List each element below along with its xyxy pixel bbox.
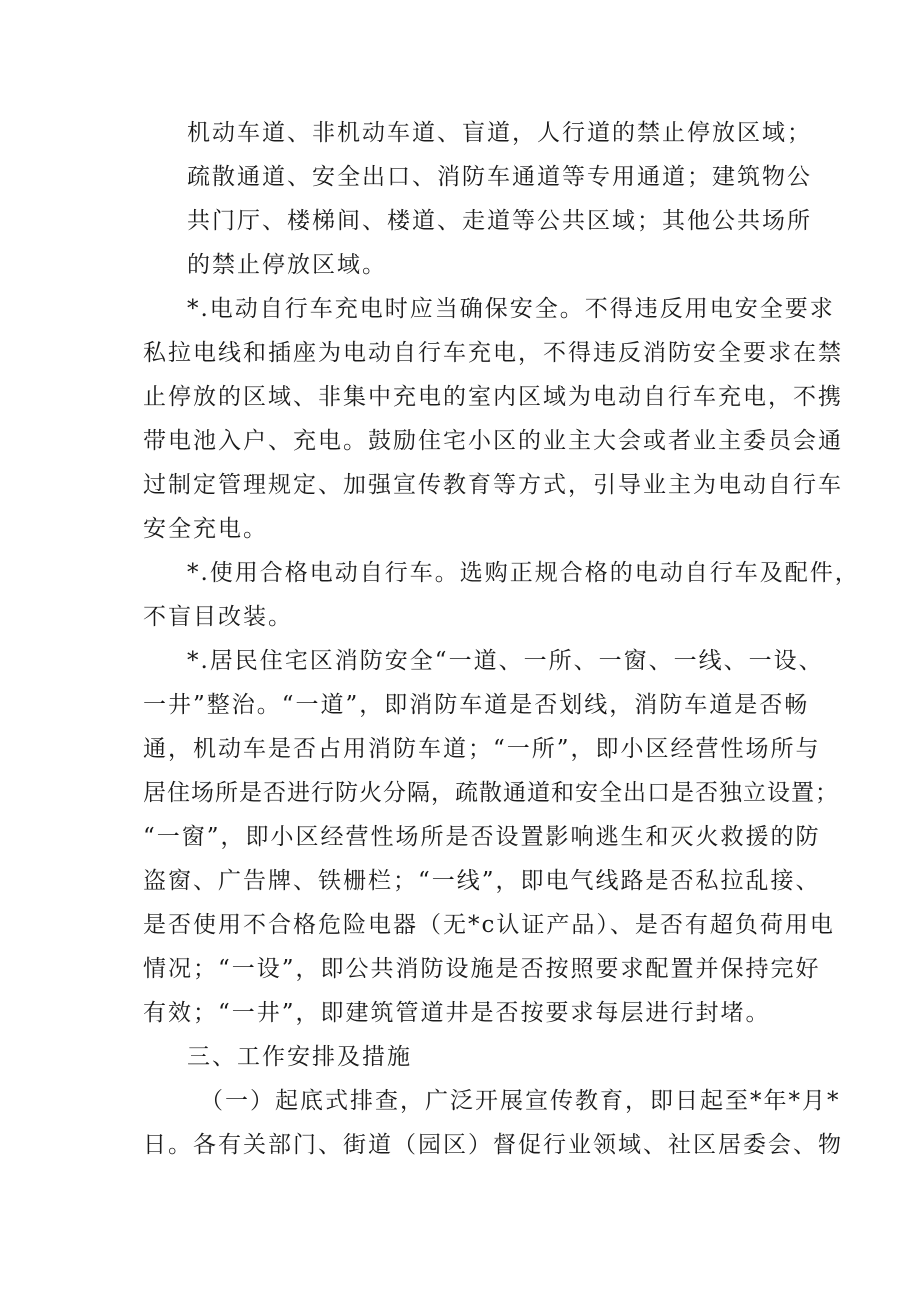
text-line: 通，机动车是否占用消防车道；“一所”，即小区经营性场所与 [143, 736, 821, 762]
text-line: 居住场所是否进行防火分隔，疏散通道和安全出口是否独立设置； [143, 780, 839, 806]
text-line: “一窗”，即小区经营性场所是否设置影响逃生和灭火救援的防 [143, 824, 821, 850]
text-line: 不盲目改装。 [143, 604, 293, 630]
text-line: 共门厅、楼梯间、楼道、走道等公共区域；其他公共场所 [187, 208, 812, 234]
text-line: 是否使用不合格危险电器（无*c认证产品）、是否有超负荷用电 [143, 912, 835, 938]
text-line: 带电池入户、充电。鼓励住宅小区的业主大会或者业主委员会通 [143, 428, 843, 454]
text-line: 日。各有关部门、街道（园区）督促行业领域、社区居委会、物 [143, 1132, 843, 1158]
text-line: 止停放的区域、非集中充电的室内区域为电动自行车充电，不携 [143, 384, 843, 410]
text-line: 机动车道、非机动车道、盲道，人行道的禁止停放区域； [187, 120, 812, 146]
text-line: *.居民住宅区消防安全“一道、一所、一窗、一线、一设、 [187, 648, 824, 674]
text-line: *.电动自行车充电时应当确保安全。不得违反用电安全要求 [187, 296, 835, 322]
text-line: 过制定管理规定、加强宣传教育等方式，引导业主为电动自行车 [143, 472, 843, 498]
text-line: （一）起底式排查，广泛开展宣传教育，即日起至*年*月* [200, 1088, 841, 1114]
text-line: 的禁止停放区域。 [187, 252, 387, 278]
text-line: 一井”整治。“一道”，即消防车道是否划线，消防车道是否畅 [143, 692, 810, 718]
text-line: 安全充电。 [143, 516, 268, 542]
text-line: 疏散通道、安全出口、消防车通道等专用通道；建筑物公 [187, 164, 812, 190]
text-line: 盗窗、广告牌、铁栅栏；“一线”，即电气线路是否私拉乱接、 [143, 868, 821, 894]
text-line: 有效；“一井”，即建筑管道井是否按要求每层进行封堵。 [143, 1000, 771, 1026]
text-line: 情况；“一设”，即公共消防设施是否按照要求配置并保持完好 [143, 956, 821, 982]
text-line: 私拉电线和插座为电动自行车充电，不得违反消防安全要求在禁 [143, 340, 843, 366]
section-heading: 三、工作安排及措施 [187, 1044, 412, 1070]
text-line: *.使用合格电动自行车。选购正规合格的电动自行车及配件， [187, 560, 860, 586]
